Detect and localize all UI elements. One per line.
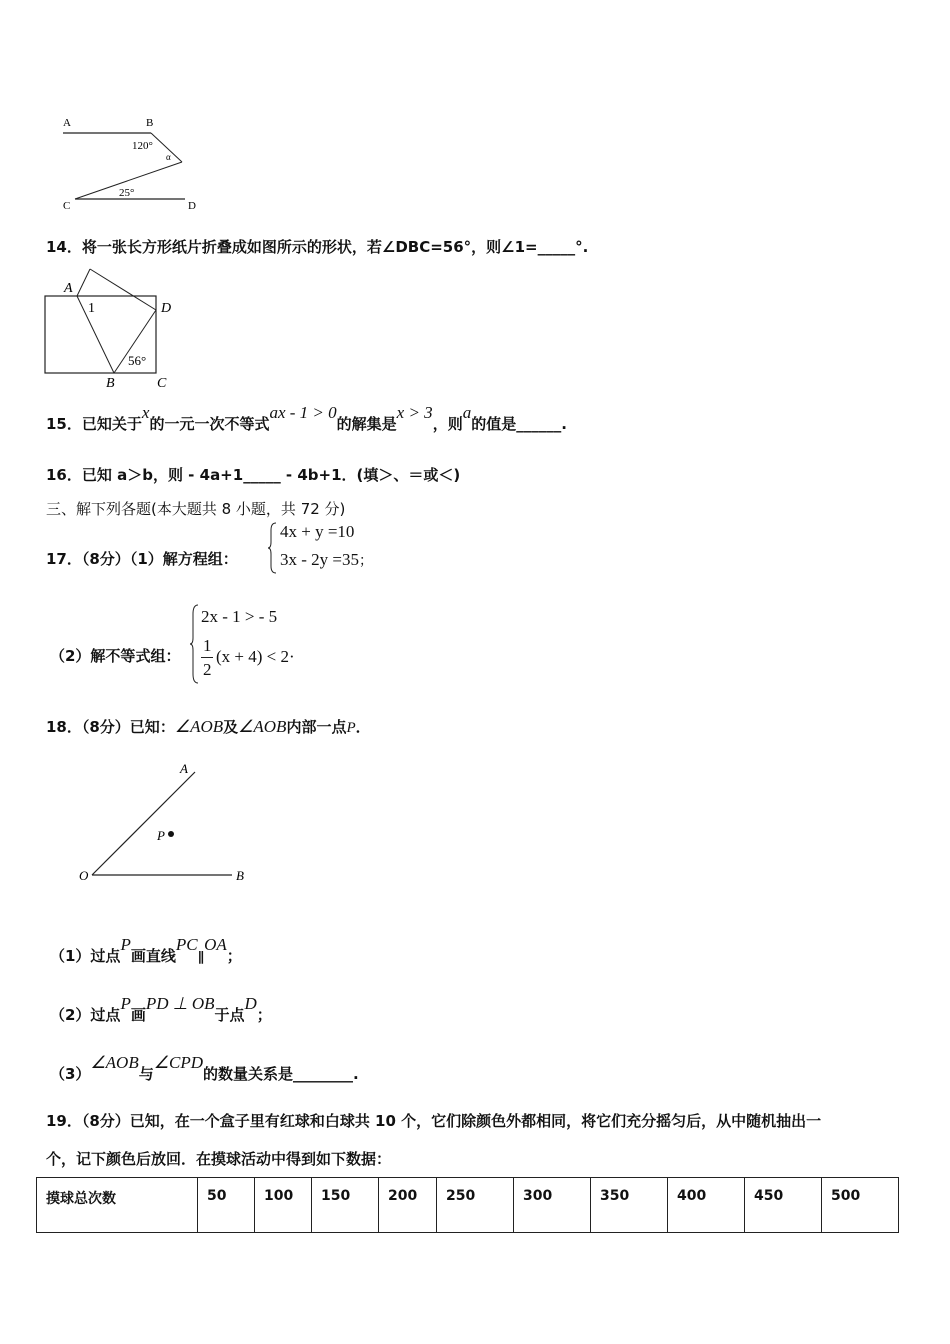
q17-brace-2 [190, 604, 200, 684]
table-cell: 400 [668, 1178, 745, 1233]
section-3-title: 三、解下列各题(本大题共 8 小题，共 72 分) [46, 500, 346, 518]
q17-fraction-bar [201, 657, 213, 658]
table-cell: 500 [822, 1178, 899, 1233]
fig14-label-c: C [157, 376, 167, 391]
table-cell: 50 [198, 1178, 255, 1233]
fig13-angle-alpha: α [166, 152, 171, 162]
q18-sub1: （1）过点P画直线PC∥OA； [50, 935, 242, 965]
q19-line2: 个，记下颜色后放回．在摸球活动中得到如下数据： [46, 1150, 392, 1168]
table-cell: 250 [437, 1178, 514, 1233]
fig14-label-1: 1 [88, 301, 95, 316]
q18-text: 18．（8分）已知：∠AOB及∠AOB内部一点P． [46, 717, 371, 736]
table-cell: 150 [312, 1178, 379, 1233]
fig14-label-b: B [106, 376, 115, 391]
table-cell: 450 [745, 1178, 822, 1233]
figure-q18 [70, 755, 260, 890]
fig18-label-b: B [236, 868, 244, 883]
fig13-angle-25: 25° [119, 187, 135, 199]
figure-q13 [55, 112, 215, 212]
table-cell: 300 [514, 1178, 591, 1233]
fig13-label-d: D [188, 200, 196, 212]
q17-inequality-1: 2x - 1 > - 5 [201, 607, 278, 626]
q17-brace-1 [268, 522, 278, 574]
fig13-angle-120: 120° [132, 140, 153, 152]
table-cell: 350 [591, 1178, 668, 1233]
fig18-label-a: A [180, 761, 188, 776]
q17-equation-1: 4x + y =10 [280, 522, 355, 541]
q17-equation-2: 3x - 2y =35； [280, 550, 373, 569]
q14-text: 14．将一张长方形纸片折叠成如图所示的形状，若∠DBC=56°，则∠1=_____°. [46, 238, 589, 256]
q19-table [36, 1177, 899, 1233]
fig14-angle-56: 56° [128, 353, 147, 368]
fig18-label-o: O [79, 868, 89, 883]
table-header-cell: 摸球总次数 [37, 1178, 198, 1233]
fig13-label-b: B [146, 117, 154, 129]
q18-sub2: （2）过点P画PD ⊥ OB于点D； [50, 994, 272, 1024]
figure-q14 [42, 264, 182, 392]
q17-part2: （2）解不等式组： [50, 647, 181, 665]
q17-fraction-num: 1 [203, 636, 212, 655]
q17-fraction-den: 2 [203, 660, 212, 679]
q19-line1: 19．（8分）已知，在一个盒子里有红球和白球共 10 个，它们除颜色外都相同，将它们充分摇匀后，从中随机抽出一 [46, 1112, 822, 1130]
q18-sub3: （3）∠AOB与∠CPD的数量关系是________. [50, 1053, 359, 1083]
q17-part1: 17．（8分）（1）解方程组： [46, 550, 238, 568]
fig18-label-p: P [157, 828, 165, 843]
fig14-label-a: A [64, 281, 73, 296]
table-row [37, 1178, 899, 1233]
fig13-label-a: A [63, 117, 71, 129]
q16-text: 16．已知 a＞b，则 - 4a+1_____ - 4b+1．(填＞、＝或＜) [46, 466, 461, 484]
table-cell: 100 [255, 1178, 312, 1233]
q15-text: 15．已知关于x的一元一次不等式ax - 1 > 0的解集是x > 3，则a的值是______. [46, 403, 567, 433]
fig14-label-d: D [161, 301, 172, 316]
fig13-label-c: C [63, 200, 71, 212]
q17-inequality-2: (x + 4) < 2· [216, 647, 295, 666]
table-cell: 200 [379, 1178, 437, 1233]
